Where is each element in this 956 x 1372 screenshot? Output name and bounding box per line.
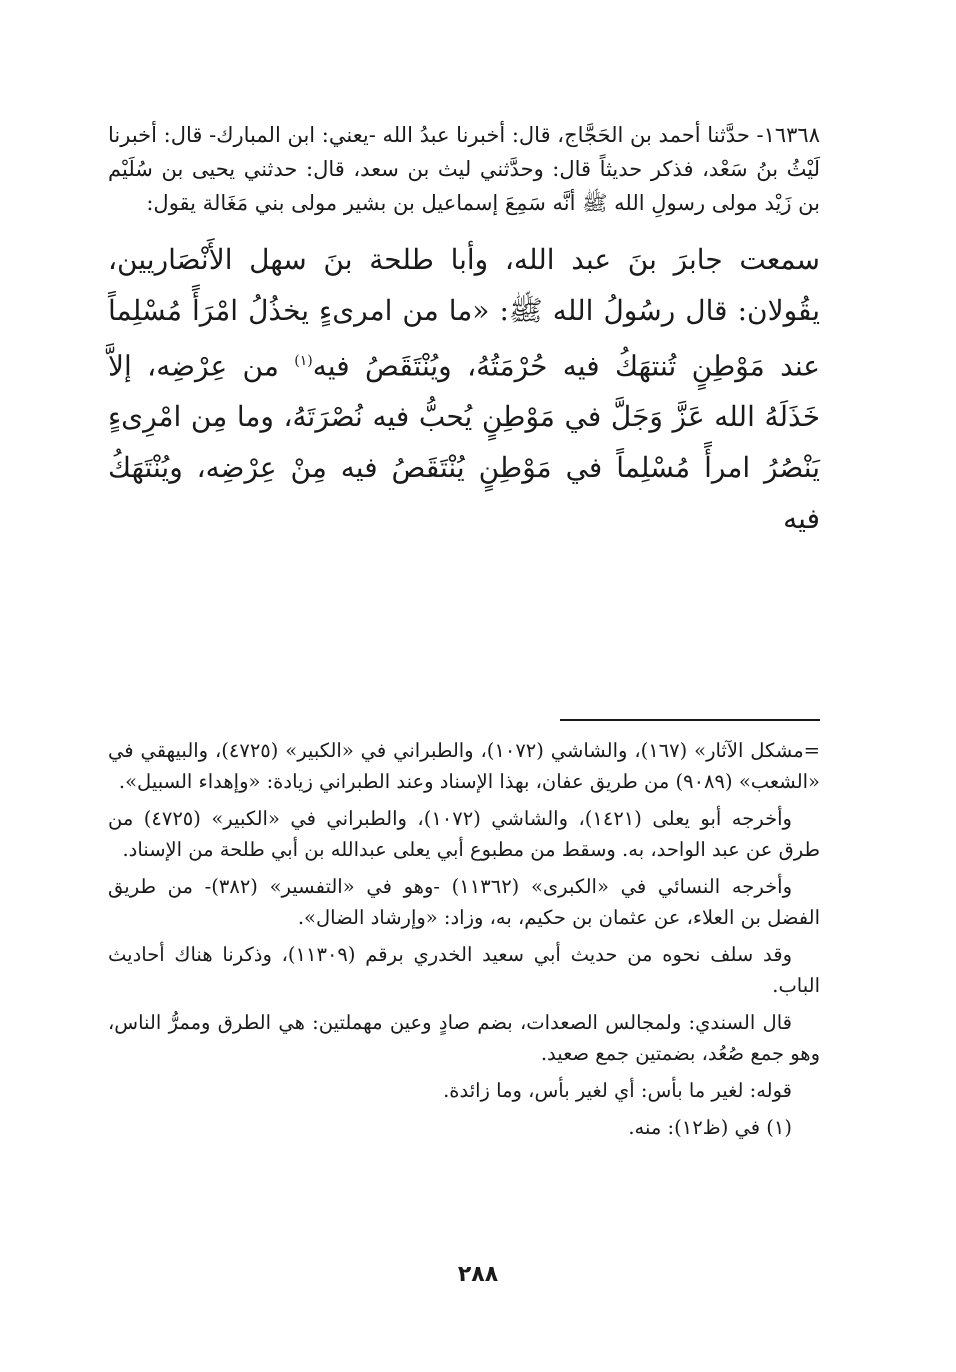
hadith-matn [108, 234, 820, 544]
footnote-paragraph: وأخرجه النسائي في «الكبرى» (١١٣٦٢) -وهو في «التفسير» (٣٨٢)- من طريق الفضل بن العلاء، عن عثمان بن حكيم، به، وزاد: «وإرشاد الضال». [108, 875, 820, 929]
footnote-paragraph: قوله: لغير ما بأس: أي لغير بأس، وما زائدة. [443, 1079, 792, 1102]
footnote-1: (١) في (ظ١٢): منه. [628, 1116, 792, 1139]
footnote-paragraph: وقد سلف نحوه من حديث أبي سعيد الخدري برقم (١١٣٠٩)، وذكرنا هناك أحاديث الباب. [108, 943, 820, 997]
footnotes-section [108, 735, 820, 1149]
footnote-paragraph: وأخرجه أبو يعلى (١٤٢١)، والشاشي (١٠٧٢)، والطبراني في «الكبير» (٤٧٢٥) من طرق عن عبد الواحد، به. وسقط من مطبوع أبي يعلى عبدالله بن أبي طلحة من الإسناد. [108, 807, 820, 861]
footnote-separator [560, 719, 820, 721]
matn-text-part-2: من عِرْضِه، إلاَّ خَذَلَهُ الله عَزَّ وَجَلَّ في مَوْطِنٍ يُحبُّ فيه نُصْرَتَهُ، وما مِن امْرِىءٍ يَنْصُرُ امرأً مُسْلِماً في مَوْطِنٍ يُنْتَقَصُ فيه مِنْ عِرْضِه، ويُنْتَهَكُ فيه [108, 349, 820, 536]
matn-text-part-1: سمعت جابرَ بنَ عبد الله، وأبا طلحة بنَ سهل الأَنْصَاريين، يقُولان: قال رسُولُ الله ﷺ: «ما من امرىءٍ يخذُلُ امْرَأً مُسْلِماً عند مَوْطِنٍ تُنتهَكُ فيه حُرْمَتُهُ، ويُنْتَقَصُ فيه [108, 243, 820, 383]
hadith-isnad: ١٦٣٦٨- حدَّثنا أحمد بن الحَجَّاج، قال: أخبرنا عبدُ الله -يعني: ابن المبارك- قال: أخبرنا لَيْثُ بنُ سَعْد، فذكر حديثاً قال: وحدَّثني ليث بن سعد، قال: حدثني يحيى بن سُلَيْم بن زَيْد مولى رسولِ الله ﷺ أنَّه سَمِعَ إسماعيل بن بشير مولى بني مَغَالة يقول: [108, 123, 820, 215]
footnote-paragraph: قال السندي: ولمجالس الصعدات، بضم صادٍ وعين مهملتين: هي الطرق وممرُّ الناس، وهو جمع صُعُد، بضمتين جمع صعيد. [108, 1011, 820, 1065]
footnote-marker: (١) [294, 353, 313, 369]
page-number: ٢٨٨ [457, 1262, 499, 1287]
footnote-continuation: =مشكل الآثار» (١٦٧)، والشاشي (١٠٧٢)، والطبراني في «الكبير» (٤٧٢٥)، والبيهقي في «الشعب» (٩٠٨٩) من طريق عفان، بهذا الإسناد وعند الطبراني زيادة: «وإهداء السبيل». [108, 739, 820, 793]
page-body [108, 118, 820, 1139]
